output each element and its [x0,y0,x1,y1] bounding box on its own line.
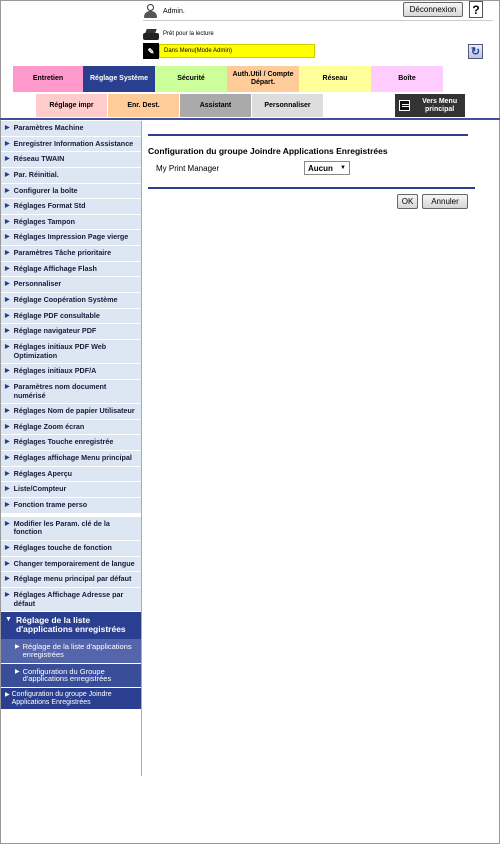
chevron-right-icon: ▶ [5,218,10,225]
mode-indicator: Dans Menu(Mode Admin) [159,44,315,58]
subtab-2[interactable]: Assistant [180,94,251,117]
sidebar-item-label: Personnaliser [13,279,62,289]
sidebar-item[interactable] [1,199,141,215]
sidebar-subitem[interactable] [1,664,141,689]
chevron-right-icon: ▶ [5,423,10,430]
action-buttons [397,194,468,209]
chevron-right-icon: ▶ [5,265,10,272]
sidebar-item[interactable] [1,262,141,278]
sidebar-item-label: Réglages Touche enregistrée [13,437,114,447]
sidebar-item-label: Liste/Compteur [13,484,67,494]
chevron-right-icon: ▶ [5,576,10,583]
sidebar-item-label: Réglages affichage Menu principal [13,453,132,463]
mode-row [143,43,315,59]
sidebar-current-label: Configuration du groupe Joindre Applications Enregistrées [11,691,112,706]
help-icon[interactable]: ? [469,1,483,18]
sidebar-item[interactable] [1,324,141,340]
tab-3[interactable]: Auth.Util / Compte Départ. [227,66,299,92]
sidebar-item[interactable] [1,340,141,364]
sidebar-item[interactable] [1,404,141,420]
sidebar-item[interactable] [1,467,141,483]
sidebar-subitem-label: Réglage de la liste d'applications enregistrées [22,641,132,659]
page-title: Configuration du groupe Joindre Applications Enregistrées [148,146,388,156]
main-menu-label: Vers Menu principal [422,97,458,113]
sidebar-item[interactable] [1,293,141,309]
sidebar-item-label: Réglages Tampon [13,216,75,226]
sidebar-item-label: Réglages Format Std [13,201,86,211]
sidebar-item[interactable] [1,451,141,467]
header-divider [143,20,493,21]
subtab-3[interactable]: Personnaliser [252,94,323,117]
sidebar-subitem-label: Configuration du Groupe d'applications enregistrées [22,666,112,684]
sidebar-item-label: Modifier les Param. clé de la fonction [13,518,110,537]
chevron-right-icon: ▶ [5,544,10,551]
chevron-down-icon: ▼ [340,165,346,171]
main-panel [148,134,475,189]
sidebar-group-app-list[interactable] [1,612,141,639]
user-icon [143,4,159,18]
sub-tabs [36,94,323,117]
user-info [143,3,185,19]
sidebar-item[interactable] [1,277,141,293]
printer-icon [143,29,159,40]
my-print-manager-select[interactable] [304,161,350,175]
sidebar-item-label: Réglages initiaux PDF Web Optimization [13,341,107,360]
sidebar-item-label: Réglage Affichage Flash [13,263,97,273]
chevron-right-icon: ▶ [5,520,10,527]
subtab-1[interactable]: Enr. Dest. [108,94,179,117]
chevron-right-icon: ▶ [5,383,10,390]
menu-icon [399,100,410,111]
chevron-right-icon: ▶ [5,455,10,462]
sidebar-item[interactable] [1,121,141,137]
chevron-right-icon: ▶ [5,470,10,477]
tab-4[interactable]: Réseau [299,66,371,92]
sidebar-item-label: Réglages Affichage Adresse par défaut [13,589,124,608]
sidebar-item-label: Réglage PDF consultable [13,310,100,320]
sidebar-item[interactable] [1,364,141,380]
sidebar-item[interactable] [1,435,141,451]
sidebar-item[interactable] [1,572,141,588]
chevron-right-icon: ▶ [5,312,10,319]
sidebar-item-label: Par. Réinitial. [13,169,59,179]
main-menu-button[interactable] [395,94,465,117]
sidebar-item-label: Réglages Nom de papier Utilisateur [13,406,135,416]
sidebar-subitem[interactable] [1,639,141,664]
sidebar-item-label: Réglages touche de fonction [13,542,112,552]
sidebar-item[interactable] [1,588,141,612]
sidebar-item-label: Configurer la boîte [13,185,78,195]
subtab-0[interactable]: Réglage impr [36,94,107,117]
main-tabs [13,66,443,92]
chevron-down-icon: ▼ [5,616,12,624]
ok-button[interactable]: OK [397,194,418,209]
sidebar-item[interactable] [1,541,141,557]
sidebar-item[interactable] [1,498,141,514]
chevron-right-icon: ▶ [5,692,10,699]
chevron-right-icon: ▶ [5,486,10,493]
chevron-right-icon: ▶ [5,140,10,147]
chevron-right-icon: ▶ [15,668,20,675]
sidebar-item[interactable] [1,184,141,200]
field-label: My Print Manager [156,163,220,173]
status-row [143,27,214,41]
admin-mode-icon: ✎ [143,43,159,59]
sidebar-item[interactable] [1,517,141,541]
chevron-right-icon: ▶ [15,643,20,650]
sidebar-item-label: Réglage Zoom écran [13,421,85,431]
tab-1[interactable]: Réglage Système [83,66,155,92]
sidebar [1,121,141,709]
cancel-button[interactable]: Annuler [422,194,468,209]
status-text: Prêt pour la lecture [163,31,214,37]
main-bottom-rule [148,187,475,189]
tab-underline [0,118,500,120]
chevron-right-icon: ▶ [5,125,10,131]
chevron-right-icon: ▶ [5,328,10,335]
sidebar-item[interactable] [1,309,141,325]
chevron-right-icon: ▶ [5,281,10,288]
sidebar-item-label: Paramètres Tâche prioritaire [13,248,112,258]
chevron-right-icon: ▶ [5,203,10,210]
sidebar-subitem-current[interactable] [1,688,141,709]
sidebar-item-label: Paramètres Machine [13,123,84,132]
logout-button[interactable]: Déconnexion [403,2,463,17]
chevron-right-icon: ▶ [5,250,10,257]
sidebar-item[interactable] [1,380,141,404]
refresh-icon[interactable]: ↻ [468,44,483,59]
select-value: Aucun [308,163,333,173]
tab-2[interactable]: Sécurité [155,66,227,92]
chevron-right-icon: ▶ [5,408,10,415]
sidebar-divider [141,121,142,776]
sidebar-group-label: Réglage de la liste d'applications enregistrées [15,615,126,635]
main-top-rule [148,134,468,136]
sidebar-item[interactable] [1,168,141,184]
chevron-right-icon: ▶ [5,368,10,375]
sidebar-item-label: Réglage navigateur PDF [13,326,97,336]
tab-0[interactable]: Entretien [13,66,83,92]
sidebar-item-label: Réglages Aperçu [13,468,73,478]
tab-5[interactable]: Boîte [371,66,443,92]
sidebar-item[interactable] [1,557,141,573]
sidebar-item[interactable] [1,420,141,436]
user-name: Admin. [163,7,185,15]
chevron-right-icon: ▶ [5,234,10,241]
sidebar-item[interactable] [1,152,141,168]
sidebar-item-label: Paramètres nom document numérisé [13,381,107,400]
sidebar-item-label: Réglages initiaux PDF/A [13,366,97,376]
sidebar-item[interactable] [1,215,141,231]
sidebar-item-label: Réglages Impression Page vierge [13,232,129,242]
chevron-right-icon: ▶ [5,560,10,567]
chevron-right-icon: ▶ [5,591,10,598]
chevron-right-icon: ▶ [5,171,10,178]
chevron-right-icon: ▶ [5,439,10,446]
sidebar-item-label: Fonction trame perso [13,500,88,510]
chevron-right-icon: ▶ [5,187,10,194]
sidebar-item[interactable] [1,482,141,498]
sidebar-item-label: Réglage menu principal par défaut [13,574,132,584]
sidebar-item[interactable] [1,137,141,153]
sidebar-item[interactable] [1,230,141,246]
chevron-right-icon: ▶ [5,502,10,509]
sidebar-item-label: Réglage Coopération Système [13,295,118,305]
chevron-right-icon: ▶ [5,297,10,304]
sidebar-item-label: Réseau TWAIN [13,154,65,164]
field-row-my-print-manager [148,161,475,175]
sidebar-item[interactable] [1,246,141,262]
sidebar-item-label: Changer temporairement de langue [13,558,135,568]
sidebar-item-label: Enregistrer Information Assistance [13,138,134,148]
chevron-right-icon: ▶ [5,343,10,350]
chevron-right-icon: ▶ [5,156,10,163]
